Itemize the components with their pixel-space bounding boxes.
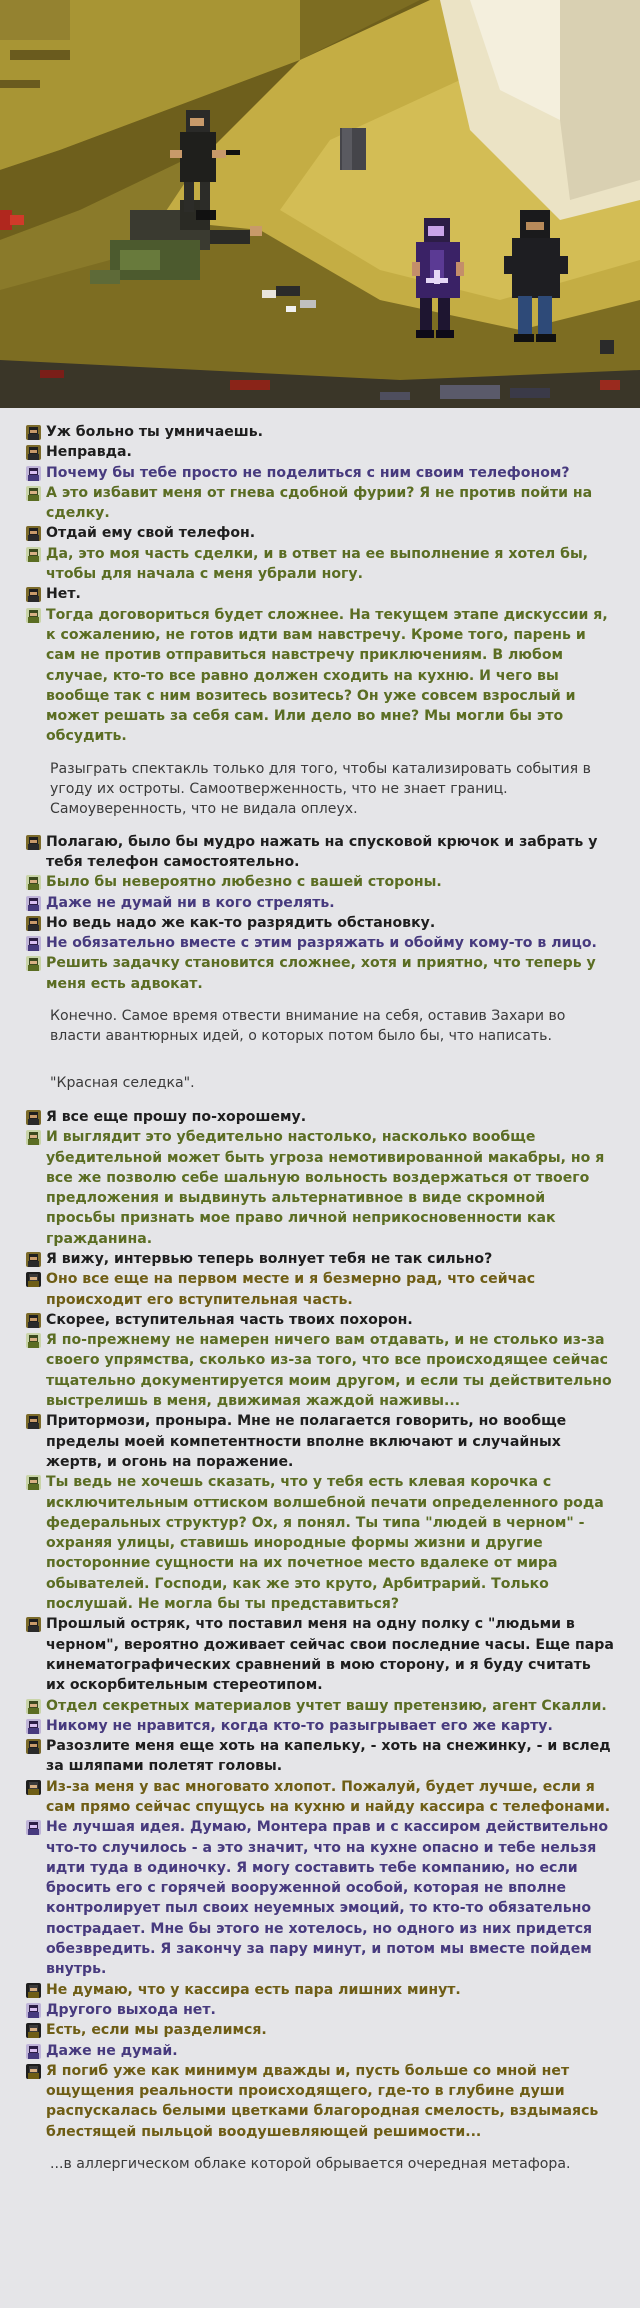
dialogue-text: Скорее, вступительная часть твоих похорон. [46,1311,413,1328]
green-speaker-avatar-icon [26,1333,41,1348]
dialogue-text: Да, это моя часть сделки, и в ответ на ее выполнение я хотел бы, чтобы для начала с меня убрали ногу. [46,545,589,583]
dialogue-line [26,1696,614,1716]
narration-text: Разыграть спектакль только для того, чтобы катализировать события в угоду их остроты. Самоотверженность, что не знает границ. Самоуверенность, что не видала оплеух. [50,760,591,818]
dialogue-log [0,408,640,2186]
dialogue-text: Уж больно ты умничаешь. [46,424,264,440]
green-speaker-avatar-icon [26,547,41,562]
green-speaker-avatar-icon [26,956,41,971]
dialogue-line [26,1330,614,1411]
dialogue-text: Было бы невероятно любезно с вашей стороны. [46,874,442,891]
dialogue-text: Я вижу, интервью теперь волнует тебя не так сильно? [46,1250,493,1267]
black-speaker-avatar-icon [26,1739,41,1754]
narration-text: Конечно. Самое время отвести внимание на себя, оставив Захари во власти авантюрных идей, о которых потом было бы, что написать. [50,1008,566,1045]
dialogue-line [26,1472,614,1614]
dialogue-text: Даже не думай ни в кого стрелять. [46,894,335,911]
dialogue-line [26,544,614,585]
dialogue-text: Но ведь надо же как-то разрядить обстановку. [46,914,436,931]
dialogue-text: Нет. [46,586,81,603]
black-speaker-avatar-icon [26,1110,41,1125]
dialogue-line [26,953,614,994]
dialogue-line [26,1411,614,1472]
dialogue-line [26,463,614,483]
dialogue-text: Я по-прежнему не намерен ничего вам отдавать, и не столько из-за своего упрямства, сколько из-за того, что все происходящее сейчас тщательно документируется моим другом, и если ты действительно выстрелишь в меня, движимая жаждой наживы... [46,1332,612,1410]
pixel-art-scene-icon [0,0,640,408]
dialogue-line [26,1614,614,1695]
dialogue-text: Никому не нравится, когда кто-то разыгрывает его же карту. [46,1717,553,1734]
purple-speaker-avatar-icon [26,2003,41,2018]
dialogue-text: Другого выхода нет. [46,2001,216,2018]
dialogue-line [26,483,614,524]
olive-speaker-avatar-icon [26,1780,41,1795]
dialogue-text: Оно все еще на первом месте и я безмерно рад, что сейчас происходит его вступительная часть. [46,1271,536,1308]
dialogue-text: Прошлый остряк, что поставил меня на одну полку с "людьми в черном", вероятно доживает сейчас свои последние часы. Еще пара кинематографических сравнений в мою сторону, и я буду считать их оскорбительным стереотипом. [46,1616,614,1694]
dialogue-line [26,2000,614,2020]
narration-text: "Красная селедка". [50,1074,195,1091]
purple-speaker-avatar-icon [26,2044,41,2059]
dialogue-line [26,442,614,462]
dialogue-line [26,1777,614,1818]
black-speaker-avatar-icon [26,916,41,931]
dialogue-line [26,1269,614,1310]
dialogue-text: Почему бы тебе просто не поделиться с ним своим телефоном? [46,464,570,481]
dialogue-text: Не лучшая идея. Думаю, Монтера прав и с кассиром действительно что-то случилось - а это значит, что на кухне опасно и тебе нельзя идти туда в одиночку. Я могу составить тебе компанию, но если бросить его с горячей вооруженной особой, которая не вполне контролирует пыл своих неуемных эмоций, то кто-то обязательно пострадает. Мне бы этого не хотелось, но одного из них придется обезвредить. Я закончу за пару минут, и потом мы вместе пойдем внутрь. [46,1819,608,1978]
dialogue-line [26,1980,614,2000]
dialogue-text: Отдай ему свой телефон. [46,525,256,542]
black-speaker-avatar-icon [26,1252,41,1267]
dialogue-line [26,1736,614,1777]
dialogue-text: Есть, если мы разделимся. [46,2022,267,2039]
dialogue-line [26,933,614,953]
dialogue-line [26,1249,614,1269]
dialogue-text: Даже не думай. [46,2042,178,2059]
black-speaker-avatar-icon [26,445,41,460]
dialogue-line [26,584,614,604]
dialogue-text: Полагаю, было бы мудро нажать на спусковой крючок и забрать у тебя телефон самостоятельно. [46,833,598,870]
green-speaker-avatar-icon [26,1699,41,1714]
dialogue-line [26,2020,614,2040]
black-speaker-avatar-icon [26,1617,41,1632]
dialogue-line [26,1310,614,1330]
purple-speaker-avatar-icon [26,896,41,911]
dialogue-line [26,1716,614,1736]
dialogue-line [26,2041,614,2061]
dialogue-text: Решить задачку становится сложнее, хотя и приятно, что теперь у меня есть адвокат. [46,955,596,992]
dialogue-text: Из-за меня у вас многовато хлопот. Пожалуй, будет лучше, если я сам прямо сейчас спущусь на кухню и найду кассира с телефонами. [46,1778,611,1815]
dialogue-text: Тогда договориться будет сложнее. На текущем этапе дискуссии я, к сожалению, не готов идти вам навстречу. Кроме того, парень и сам не против отправиться навстречу приключениям. В любом случае, кто-то все равно должен сходить на кухню. И чего вы вообще так с ним возитесь возитесь? Он уже совсем взрослый и может решать за себя сам. Или дело во мне? Мы могли бы это обсудить. [46,606,608,745]
olive-speaker-avatar-icon [26,1983,41,1998]
green-speaker-avatar-icon [26,608,41,623]
black-speaker-avatar-icon [26,587,41,602]
black-speaker-avatar-icon [26,1414,41,1429]
black-speaker-avatar-icon [26,835,41,850]
olive-speaker-avatar-icon [26,2064,41,2079]
dialogue-text: Отдел секретных материалов учтет вашу претензию, агент Скалли. [46,1697,607,1714]
purple-speaker-avatar-icon [26,1820,41,1835]
dialogue-text: Разозлите меня еще хоть на капельку, - хоть на снежинку, - и вслед за шляпами полетят головы. [46,1738,611,1775]
dialogue-line [26,523,614,543]
dialogue-text: Неправда. [46,444,132,461]
olive-speaker-avatar-icon [26,1272,41,1287]
green-speaker-avatar-icon [26,875,41,890]
dialogue-line [26,1107,614,1127]
purple-speaker-avatar-icon [26,936,41,951]
black-speaker-avatar-icon [26,1313,41,1328]
black-speaker-avatar-icon [26,526,41,541]
dialogue-text: И выглядит это убедительно настолько, насколько вообще убедительной может быть угроза немотивированной макабры, но я все же позволю себе шальную вольность воздержаться от твоего предложения и выдвинуть альтернативное в виде скромной просьбы признать мое право личной неприкосновенности как гражданина. [46,1129,605,1247]
dialogue-line [26,832,614,873]
dialogue-line [26,605,614,747]
game-scene [0,0,640,408]
black-speaker-avatar-icon [26,425,41,440]
dialogue-line [26,2061,614,2142]
green-speaker-avatar-icon [26,1475,41,1490]
olive-speaker-avatar-icon [26,2023,41,2038]
purple-speaker-avatar-icon [26,466,41,481]
green-speaker-avatar-icon [26,1130,41,1145]
dialogue-line [26,1817,614,1979]
dialogue-line [26,893,614,913]
green-speaker-avatar-icon [26,486,41,501]
dialogue-line [26,422,614,442]
purple-speaker-avatar-icon [26,1719,41,1734]
dialogue-text: А это избавит меня от гнева сдобной фурии? Я не против пойти на сделку. [46,484,593,522]
dialogue-text: Я все еще прошу по-хорошему. [46,1108,307,1125]
dialogue-line [26,1127,614,1249]
dialogue-text: Не обязательно вместе с этим разряжать и обойму кому-то в лицо. [46,935,597,952]
dialogue-text: Ты ведь не хочешь сказать, что у тебя есть клевая корочка с исключительным оттиском волшебной печати определенного рода федеральных структур? Ох, я понял. Ты типа "людей в черном" - охраняя улицы, ставишь инородные формы жизни и другие посторонние сущности на их почетное место вдалеке от мира обывателей. Господи, как же это круто, Арбитрарий. Только послушай. Не могла бы ты представиться? [46,1474,604,1613]
dialogue-line [26,913,614,933]
narration-text: ...в аллергическом облаке которой обрывается очередная метафора. [50,2156,571,2173]
dialogue-text: Притормози, проныра. Мне не полагается говорить, но вообще пределы моей компетентности вполне включают и случайных жертв, и огонь на поражение. [46,1413,567,1470]
dialogue-text: Я погиб уже как минимум дважды и, пусть больше со мной нет ощущения реальности происходящего, где-то в глубине души распускалась белыми цветками благородная смелость, вздымаясь блестящей пыльцой воодушевляющей решимости... [46,2062,599,2140]
dialogue-text: Не думаю, что у кассира есть пара лишних минут. [46,1981,461,1998]
dialogue-line [26,872,614,892]
